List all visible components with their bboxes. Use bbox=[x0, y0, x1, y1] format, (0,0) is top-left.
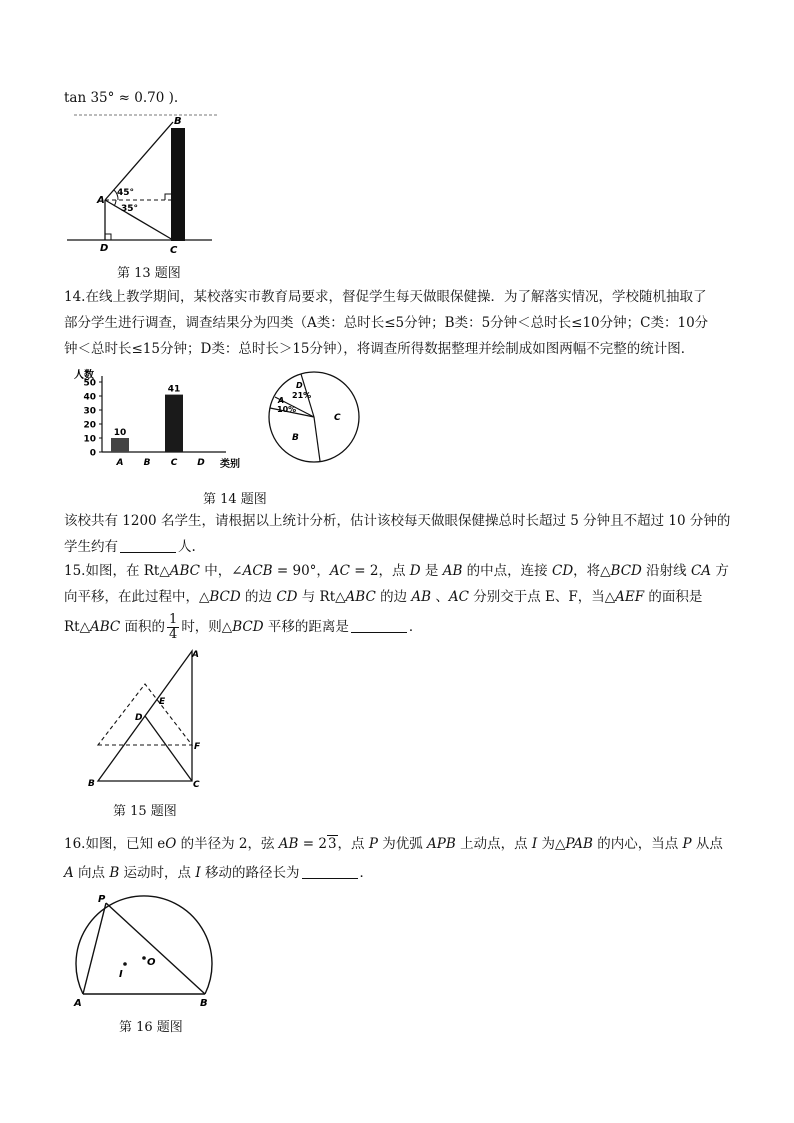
pie-label-a: A bbox=[278, 396, 285, 405]
bar-category-D: D bbox=[197, 458, 205, 468]
q14-line2: 部分学生进行调查，调查结果分为四类（A类：总时长≤5分钟；B类：5分钟＜总时长≤10分钟；C类：10分 bbox=[64, 315, 709, 331]
fig13-label-a: A bbox=[97, 195, 105, 206]
pie-label-b: B bbox=[292, 433, 299, 443]
bar-ytick-3: 30 bbox=[83, 406, 96, 417]
q14-line1: 14.在线上教学期间，某校落实市教育局要求，督促学生每天做眼保健操．为了解落实情况，学校随机抽取了 bbox=[64, 289, 707, 305]
fig16-line-pb bbox=[106, 903, 205, 994]
bar-xlabel: 类别 bbox=[220, 459, 240, 470]
fig15-label-c: C bbox=[193, 780, 200, 790]
bar-ytick-0: 0 bbox=[89, 448, 96, 459]
pie-value-a: 10% bbox=[277, 405, 297, 414]
pie-label-c: C bbox=[334, 413, 341, 423]
q15-answer-blank bbox=[351, 618, 407, 633]
sqrt-3: 3 bbox=[327, 836, 337, 852]
fraction-one-quarter: $\frac{1}{4}$ bbox=[169, 612, 178, 642]
q15-line3: Rt△ABC 面积的 $\frac{1}{4}$ 时，则△BCD 平移的距离是 ． bbox=[64, 612, 423, 642]
fig15-caption: 第 15 题图 bbox=[113, 804, 177, 819]
fig15-translated-triangle bbox=[98, 684, 192, 745]
fig16-caption: 第 16 题图 bbox=[119, 1020, 183, 1035]
bar-category-A: A bbox=[116, 458, 124, 468]
figure-16 bbox=[72, 890, 218, 1012]
q16-line2: A 向点 B 运动时，点 I 移动的路径长为 ． bbox=[64, 865, 373, 881]
fig15-segment-cd bbox=[145, 716, 192, 781]
bar-data-label-C: 41 bbox=[167, 384, 181, 395]
figure-13 bbox=[62, 110, 222, 258]
bar-ytick-5: 50 bbox=[83, 378, 96, 389]
fig13-label-c: C bbox=[170, 245, 178, 256]
fig16-label-i: I bbox=[119, 969, 123, 980]
fig16-label-b: B bbox=[200, 998, 208, 1009]
bar-A bbox=[111, 438, 129, 452]
fig13-caption: 第 13 题图 bbox=[117, 266, 181, 281]
bar-C bbox=[165, 395, 183, 452]
q15-line1: 15.如图，在 Rt△ABC 中，∠ACB = 90°，AC = 2，点 D 是 AB 的中点，连接 CD，将△BCD 沿射线 CA 方 bbox=[64, 563, 729, 579]
bar-category-C: C bbox=[170, 458, 178, 468]
q14-answer-blank bbox=[120, 538, 176, 553]
pie-label-d: D bbox=[296, 381, 303, 390]
fig15-label-b: B bbox=[88, 779, 95, 789]
q14-question-line1: 该校共有 1200 名学生，请根据以上统计分析，估计该校每天做眼保健操总时长超过 5 分钟且不超过 10 分钟的 bbox=[64, 513, 731, 529]
q14-line3: 钟＜总时长≤15分钟；D类：总时长＞15分钟），将调查所得数据整理并绘制成如图两幅不完整的统计图． bbox=[64, 341, 695, 357]
q14-bar-chart bbox=[66, 366, 250, 470]
fig16-label-p: P bbox=[98, 894, 106, 905]
figure-15 bbox=[88, 646, 216, 792]
fig13-angle-45: 45° bbox=[117, 188, 135, 198]
fig13-line-ac bbox=[105, 200, 173, 240]
fig15-label-a: A bbox=[192, 650, 199, 660]
fig15-label-e: E bbox=[159, 697, 166, 707]
bar-ytick-4: 40 bbox=[83, 392, 96, 403]
fig13-right-angle-e bbox=[165, 194, 171, 200]
fig13-building bbox=[171, 128, 185, 241]
fig16-point-i bbox=[123, 962, 127, 966]
fig13-angle-arc-35 bbox=[114, 200, 116, 206]
fig13-line-ab bbox=[105, 122, 173, 200]
fig14-caption: 第 14 题图 bbox=[203, 492, 267, 507]
bar-category-B: B bbox=[143, 458, 151, 468]
fig15-label-d: D bbox=[135, 713, 143, 723]
bar-ytick-1: 10 bbox=[83, 434, 96, 445]
fig16-label-o: O bbox=[147, 957, 156, 968]
fig13-angle-35: 35° bbox=[121, 204, 139, 214]
fig16-point-o bbox=[142, 956, 146, 960]
fig15-label-f: F bbox=[194, 742, 201, 752]
fig13-right-angle-d bbox=[105, 234, 111, 240]
fig13-label-b: B bbox=[174, 116, 182, 127]
fig16-label-a: A bbox=[74, 998, 82, 1009]
q16-answer-blank bbox=[302, 864, 358, 879]
q14-pie-chart bbox=[262, 368, 368, 468]
pie-value-d: 21% bbox=[292, 391, 312, 400]
fig16-major-arc bbox=[76, 896, 212, 994]
bar-data-label-A: 10 bbox=[113, 428, 127, 438]
bar-ylabel: 人数 bbox=[74, 370, 94, 381]
fig13-label-d: D bbox=[100, 243, 109, 254]
top-formula: tan 35° ≈ 0.70 ). bbox=[64, 90, 179, 106]
q14-question-line2: 学生约有 人. bbox=[64, 539, 196, 555]
bar-ytick-2: 20 bbox=[83, 420, 96, 431]
q15-line2: 向平移，在此过程中，△BCD 的边 CD 与 Rt△ABC 的边 AB 、AC 分别交于点 E、F，当△AEF 的面积是 bbox=[64, 589, 703, 605]
q16-line1: 16.如图，已知 eO 的半径为 2，弦 AB = 23，点 P 为优弧 APB 上动点，点 I 为△PAB 的内心，当点 P 从点 bbox=[64, 836, 723, 852]
